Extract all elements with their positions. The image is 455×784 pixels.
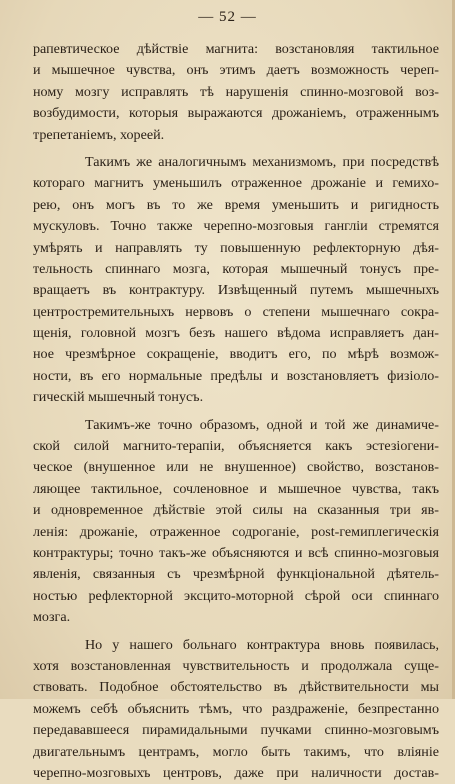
text-line: и одновременное дѣйствіе этой силы на сказанныя три яв- [33,502,439,519]
text-line: ному мозгу исправлять тѣ нарушенія спинно-мозговой воз- [33,83,439,100]
text-line: центростремительныхъ нервовъ о степени мышечнаго сокра- [33,303,439,320]
text-line: явленія, связанныя съ чрезмѣрной функціональной дѣятель- [33,566,439,583]
text-line: мозга. [33,609,71,626]
text-line: передававшееся пирамидальными пучками спинно-мозговымъ [33,722,439,739]
text-line: черепно-мозговыхъ центровъ, даже при наличности достав- [33,764,439,781]
text-line: умѣрять и направлять ту повышенную рефлекторную дѣя- [33,239,439,256]
text-line: мускуловъ. Точно также черепно-мозговыя гангліи стремятся [33,218,439,235]
page-number: — 52 — [198,9,257,25]
text-line: вращаетъ въ контрактуру. Извѣщенный путемъ мышечныхъ [33,282,439,299]
text-line: тельность спиннаго мозга, которая мышечный тонусъ пре- [33,260,439,277]
text-line: ствовать. Подобное обстоятельство въ дѣйствительности мы [33,679,439,696]
text-line: ской силой магнито-терапіи, объясняется какъ эстезіогени- [33,438,439,455]
text-line: двигательнымъ центрамъ, могло быть такимъ, что вліяніе [33,743,439,760]
text-line: возбудимости, которыя выражаются дрожаніемъ, отраженнымъ [33,105,439,122]
text-line: можемъ себѣ объяснить тѣмъ, что раздраженіе, безпрестанно [33,700,439,717]
text-line: трепетаніемъ, хореей. [33,126,165,143]
text-line: хотя возстановленная чувствительность и продолжала суще- [33,657,439,674]
text-line: ное чрезмѣрное сокращеніе, вводитъ его, по мѣрѣ возмож- [33,346,439,363]
text-line: ляющее тактильное, сочленовное и мышечное чувства, такъ [33,480,439,497]
text-line: ностью рефлекторной эксцито-моторной сѣрой оси спиннаго [33,587,439,604]
text-line: ческое (внушенное или не внушенное) свойство, возстанов- [33,459,439,476]
text-line: ности, въ его нормальные предѣлы и возстановляетъ физіоло- [33,367,439,384]
text-line: Но у нашего больнаго контрактура вновь появилась, [85,636,439,653]
body-text [33,39,439,784]
text-line: рею, онъ могъ въ то же время уменьшить и ригидность [33,196,439,213]
text-line: Такимъ же аналогичнымъ механизмомъ, при посредствѣ [85,153,439,170]
text-line: щенія, головной мозгъ безъ нашего вѣдома исправляетъ дан- [33,325,439,342]
text-line: ленія: дрожаніе, отраженное содроганіе, post-гемиплегическія [33,523,439,540]
text-line: рапевтическое дѣйствіе магнита: возстановляя тактильное [33,41,439,57]
text-line: котораго магнитъ уменьшилъ отраженное дрожаніе и гемихо- [33,175,439,192]
text-line: Такимъ-же точно образомъ, одной и той же динамиче- [85,416,439,433]
text-line: и мышечное чувства, онъ этимъ даетъ возможность череп- [33,62,439,79]
text-line: контрактуры; точно такъ-же объясняются и всѣ спинно-мозговыя [33,544,439,561]
text-line: гическій мышечный тонусъ. [33,389,204,406]
